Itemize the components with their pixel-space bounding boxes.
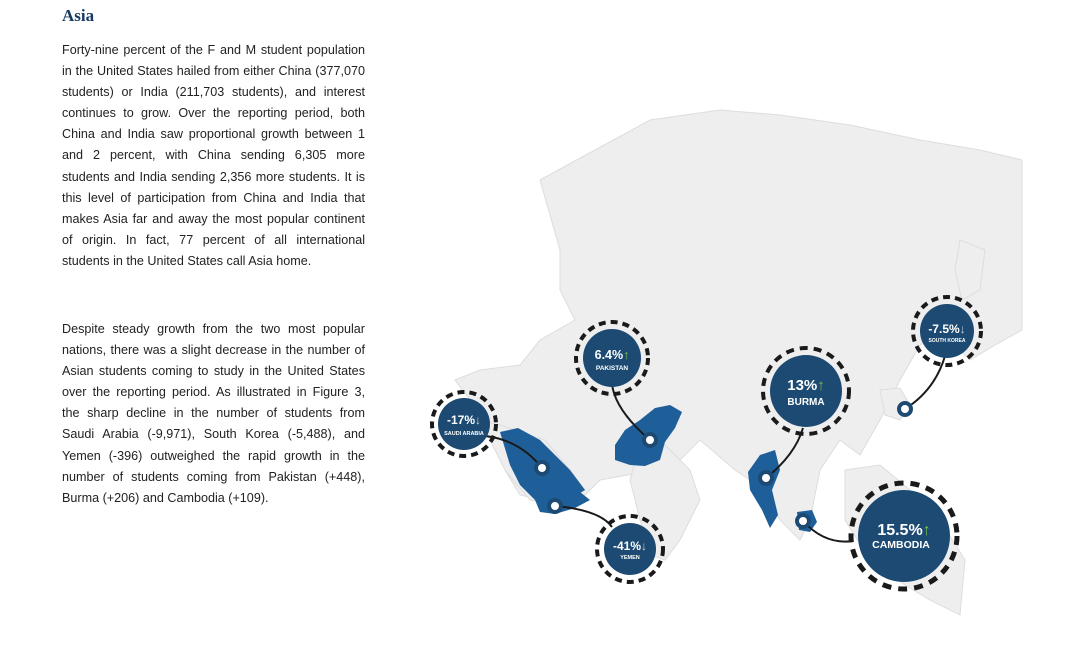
arrow-up-icon: ↑ <box>623 348 630 362</box>
svg-text:6.4%↑ <box>595 348 630 362</box>
callout-label: PAKISTAN <box>595 365 629 372</box>
callout-label: SOUTH KOREA <box>928 338 966 344</box>
callout-value: 15.5% <box>877 522 923 539</box>
paragraph-1: Forty-nine percent of the F and M student population in the United States hailed from either China (377,070 students) or India (211,703 students), and interest continues to grow. Over the reporting period, both China and India saw proportional growth between 1 and 2 percent, with China sending 6,305 more students and India sending 2,356 more students. It is this level of participation from China and India that makes Asia far and away the most popular continent of origin. In fact, 77 percent of all international students in the United States call Asia home. <box>62 43 365 268</box>
pin-icon <box>795 513 811 529</box>
callout-label: YEMEN <box>620 555 640 561</box>
paragraph-2: Despite steady growth from the two most popular nations, there was a slight decrease in the number of Asian students coming to study in the United States over the reporting period. As illustrated in Figure 3, the sharp decline in the number of students from Saudi Arabia (-9,971), South Korea (-5,488), and Yemen (-396) outweighed the rapid growth in the number of students coming from Pakistan (+448), Burma (+206) and Cambodia (+109). <box>62 322 365 505</box>
svg-text:-41%↓ <box>613 539 647 553</box>
pin-icon <box>534 460 550 476</box>
callout-value: -7.5% <box>928 322 960 336</box>
arrow-down-icon: ↓ <box>959 322 966 336</box>
pin-icon <box>897 401 913 417</box>
arrow-up-icon: ↑ <box>817 377 825 394</box>
callout-value: -17% <box>446 413 476 427</box>
svg-text:15.5%↑ <box>877 522 930 539</box>
callout-label: BURMA <box>787 397 825 408</box>
section-heading: Asia <box>62 6 95 25</box>
svg-text:13%↑ <box>787 377 825 394</box>
callout-yemen <box>597 516 663 582</box>
arrow-down-icon: ↓ <box>641 539 648 553</box>
svg-text:-17%↓ <box>447 413 481 427</box>
svg-text:-7.5%↓ <box>928 322 965 336</box>
arrow-down-icon: ↓ <box>475 413 482 427</box>
pin-icon <box>758 470 774 486</box>
pin-icon <box>547 498 563 514</box>
callout-south-korea <box>913 297 981 365</box>
arrow-up-icon: ↑ <box>922 522 931 539</box>
pin-icon <box>642 432 658 448</box>
callout-value: 13% <box>787 377 818 394</box>
callout-value: -41% <box>612 539 642 553</box>
callout-value: 6.4% <box>594 348 624 362</box>
callout-label: CAMBODIA <box>872 539 930 551</box>
callout-label: SAUDI ARABIA <box>444 431 484 437</box>
